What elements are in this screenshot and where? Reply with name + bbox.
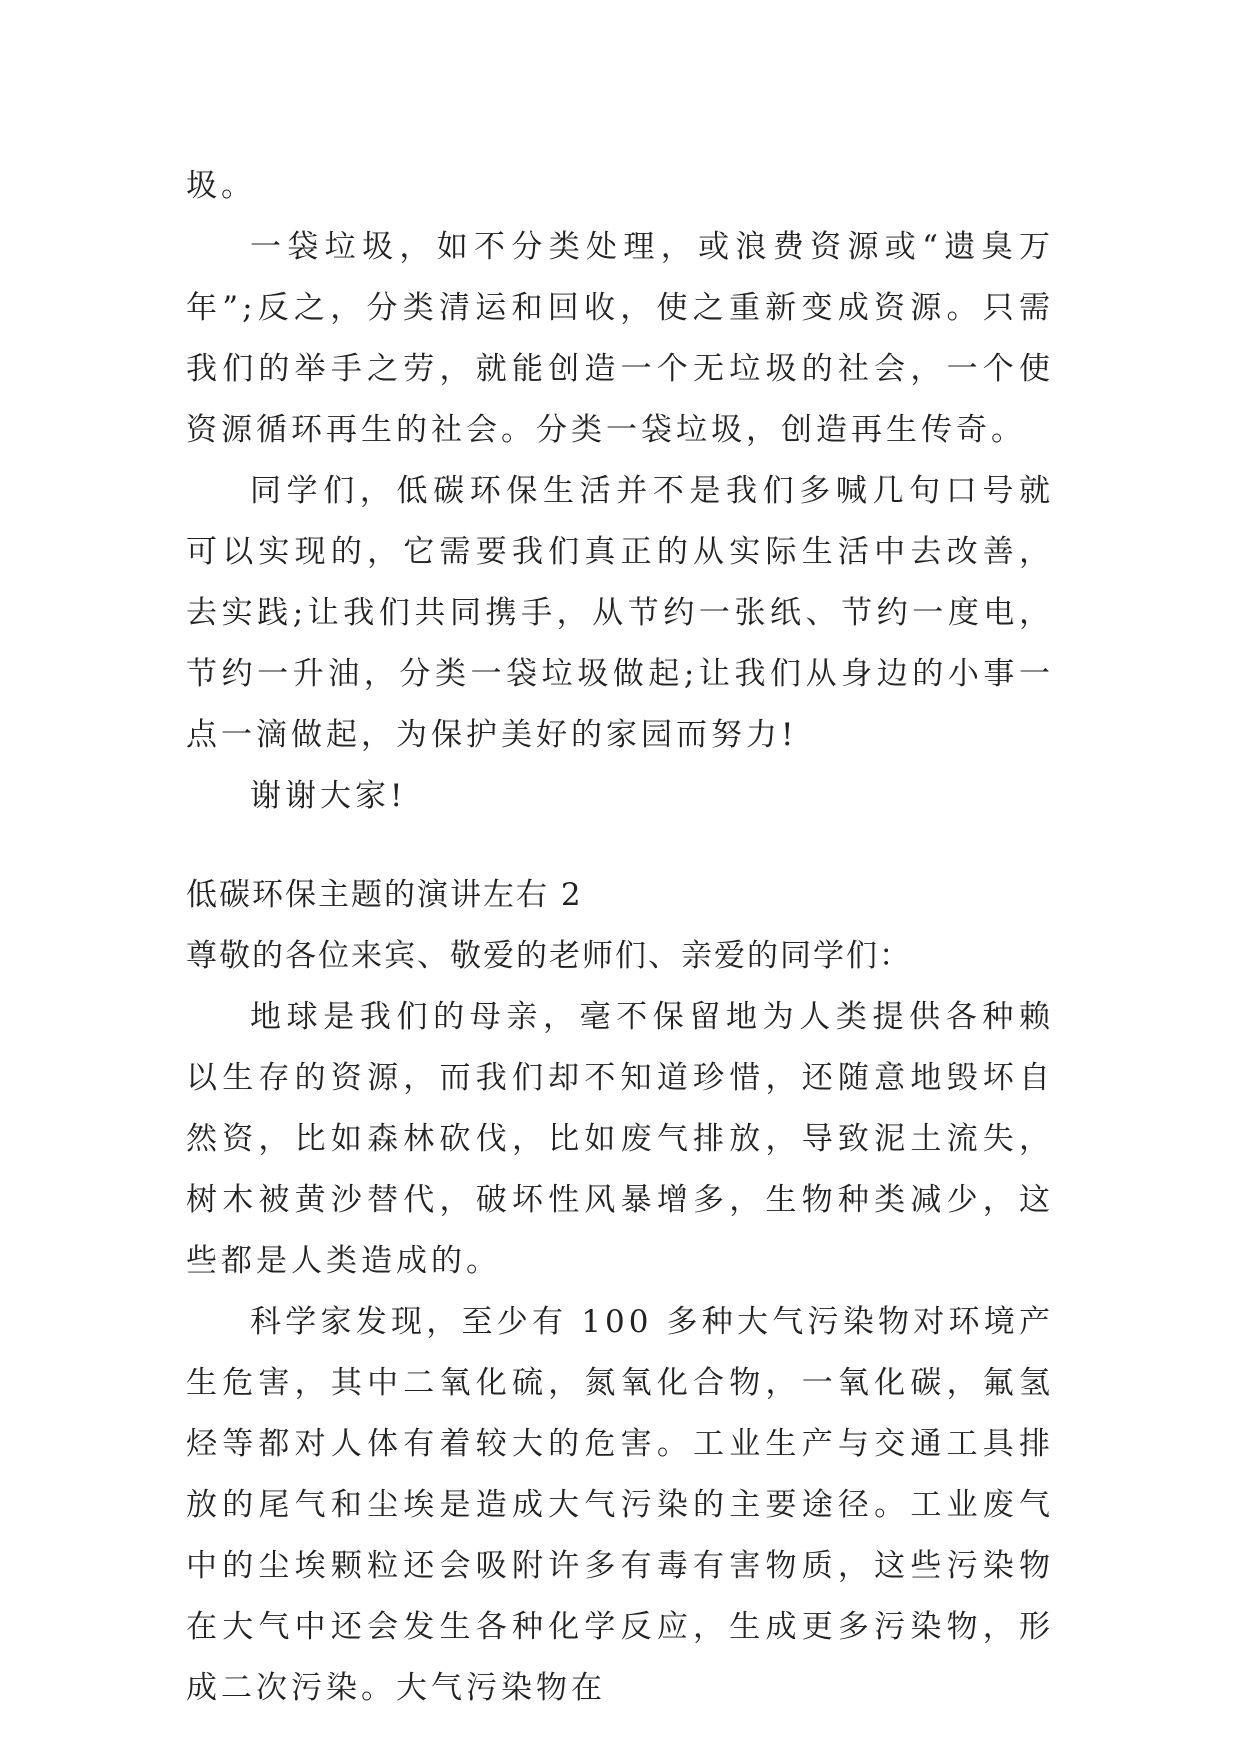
speech-salutation: 尊敬的各位来宾、敬爱的老师们、亲爱的同学们： bbox=[186, 938, 912, 974]
closing-thanks: 谢谢大家! bbox=[250, 778, 407, 814]
paragraph-earth-mother: 地球是我们的母亲，毫不保留地为人类提供各种赖以生存的资源，而我们却不知道珍惜，还随意地毁坏自然资，比如森林砍伐，比如废气排放，导致泥土流失，树木被黄沙替代，破坏性风暴增多，生物种类减少，这些都是人类造成的。 bbox=[186, 999, 1054, 1279]
paragraph-air-pollution: 科学家发现，至少有 100 多种大气污染物对环境产生危害，其中二氧化硫，氮氧化合物，一氧化碳，氟氢烃等都对人体有着较大的危害。工业生产与交通工具排放的尾气和尘埃是造成大气污染的主要途径。工业废气中的尘埃颗粒还会吸附许多有毒有害物质，这些污染物在大气中还会发生各种化学反应，生成更多污染物，形成二次污染。大气污染物在 bbox=[186, 1304, 1054, 1706]
continued-fragment: 圾。 bbox=[186, 168, 256, 204]
speech-part-2 bbox=[186, 865, 1054, 1719]
paragraph-call-to-action: 同学们，低碳环保生活并不是我们多喊几句口号就可以实现的，它需要我们真正的从实际生活中去改善，去实践;让我们共同携手，从节约一张纸、节约一度电，节约一升油，分类一袋垃圾做起;让我们从身边的小事一点一滴做起，为保护美好的家园而努力! bbox=[186, 473, 1054, 753]
speech-title: 低碳环保主题的演讲左右 2 bbox=[186, 877, 583, 913]
speech-part-1 bbox=[186, 156, 1054, 827]
paragraph-garbage-sorting: 一袋垃圾，如不分类处理，或浪费资源或“遗臭万年”;反之，分类清运和回收，使之重新变成资源。只需我们的举手之劳，就能创造一个无垃圾的社会，一个使资源循环再生的社会。分类一袋垃圾，创造再生传奇。 bbox=[186, 229, 1054, 448]
